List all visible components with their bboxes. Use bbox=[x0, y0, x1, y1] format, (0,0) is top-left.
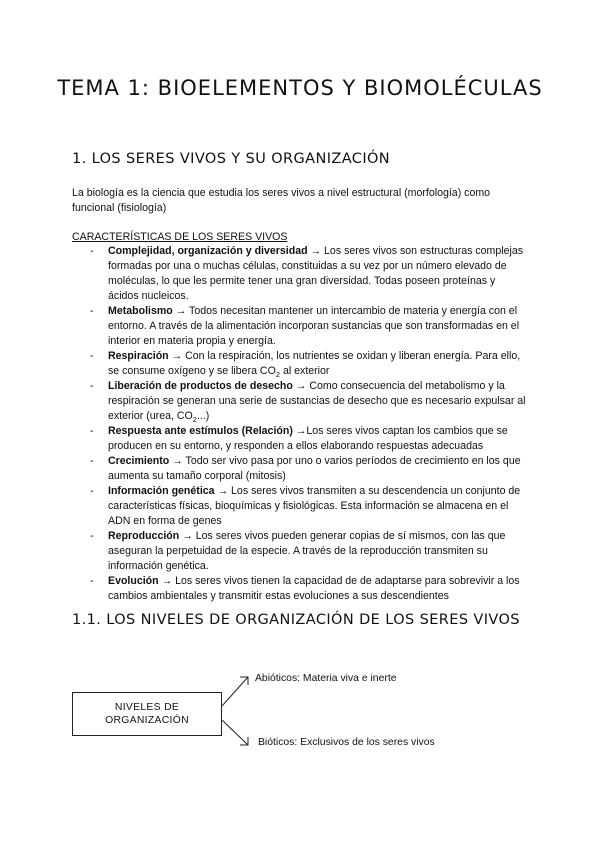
list-item: - Liberación de productos de desecho → Como consecuencia del metabolismo y la respiración se generan una serie de sustancias de desecho que es necesario expulsar al exterior (urea, $CO_2$...) bbox=[90, 380, 526, 425]
list-item: - Reproducción → Los seres vivos pueden generar copias de sí mismos, con las que aseguran la perpetuidad de la especie. A través de la reproducción transmiten su información genética. bbox=[90, 530, 506, 572]
section-heading-1: 1. LOS SERES VIVOS Y SU ORGANIZACIÓN bbox=[72, 151, 391, 167]
intro-paragraph: La biología es la ciencia que estudia los seres vivos a nivel estructural (morfología) como funcional (fisiología) bbox=[72, 187, 491, 214]
list-item: - Complejidad, organización y diversidad → Los seres vivos son estructuras complejas formadas por una o muchas células, constituidas a su vez por un número elevado de moléculas, lo que les permite tener una gran diversidad. Todas poseen proteínas y ácidos nucleicos. bbox=[90, 245, 524, 302]
box-label-line2: ORGANIZACIÓN bbox=[105, 715, 189, 726]
list-item: - Crecimiento → Todo ser vivo pasa por uno o varios períodos de crecimiento en los que aumenta su tamaño corporal (mitosis) bbox=[90, 455, 521, 482]
list-item: - Respuesta ante estímulos (Relación) →Los seres vivos captan los cambios que se producen en su entorno, y responden a ellos elaborando respuestas adecuadas bbox=[90, 425, 508, 452]
list-item: - Información genética → Los seres vivos transmiten a su descendencia un conjunto de características físicas, bioquímicas y fisiológicas. Esta información se almacena en el ADN en forma de genes bbox=[90, 485, 521, 527]
list-item: - Metabolismo → Todos necesitan mantener un intercambio de materia y energía con el entorno. A través de la alimentación incorporan sustancias que son transformadas en el interior en materia propia y energía. bbox=[90, 305, 520, 347]
arrow-line-top bbox=[222, 677, 248, 706]
list-item: - Evolución → Los seres vivos tienen la capacidad de de adaptarse para sobrevivir a los cambios ambientales y transmitir estas evoluciones a sus descendientes bbox=[90, 575, 520, 602]
box-label-line1: NIVELES DE bbox=[114, 702, 180, 713]
arrow-line-bottom bbox=[222, 720, 248, 745]
list-item: - Respiración → Con la respiración, los nutrientes se oxidan y liberan energía. Para ello, se consume oxígeno y se libera $CO_2$ al exterior bbox=[90, 350, 521, 380]
page-title: TEMA 1: BIOELEMENTOS Y BIOMOLÉCULAS bbox=[57, 76, 543, 100]
section-heading-1-1: 1.1. LOS NIVELES DE ORGANIZACIÓN DE LOS SERES VIVOS bbox=[72, 612, 520, 628]
branch-bioticos: Bióticos: Exclusivos de los seres vivos bbox=[258, 737, 435, 748]
characteristics-subheading: CARACTERÍSTICAS DE LOS SERES VIVOS bbox=[72, 231, 288, 243]
niveles-organizacion-box bbox=[72, 692, 222, 736]
branch-abioticos: Abióticos: Materia viva e inerte bbox=[255, 673, 397, 684]
